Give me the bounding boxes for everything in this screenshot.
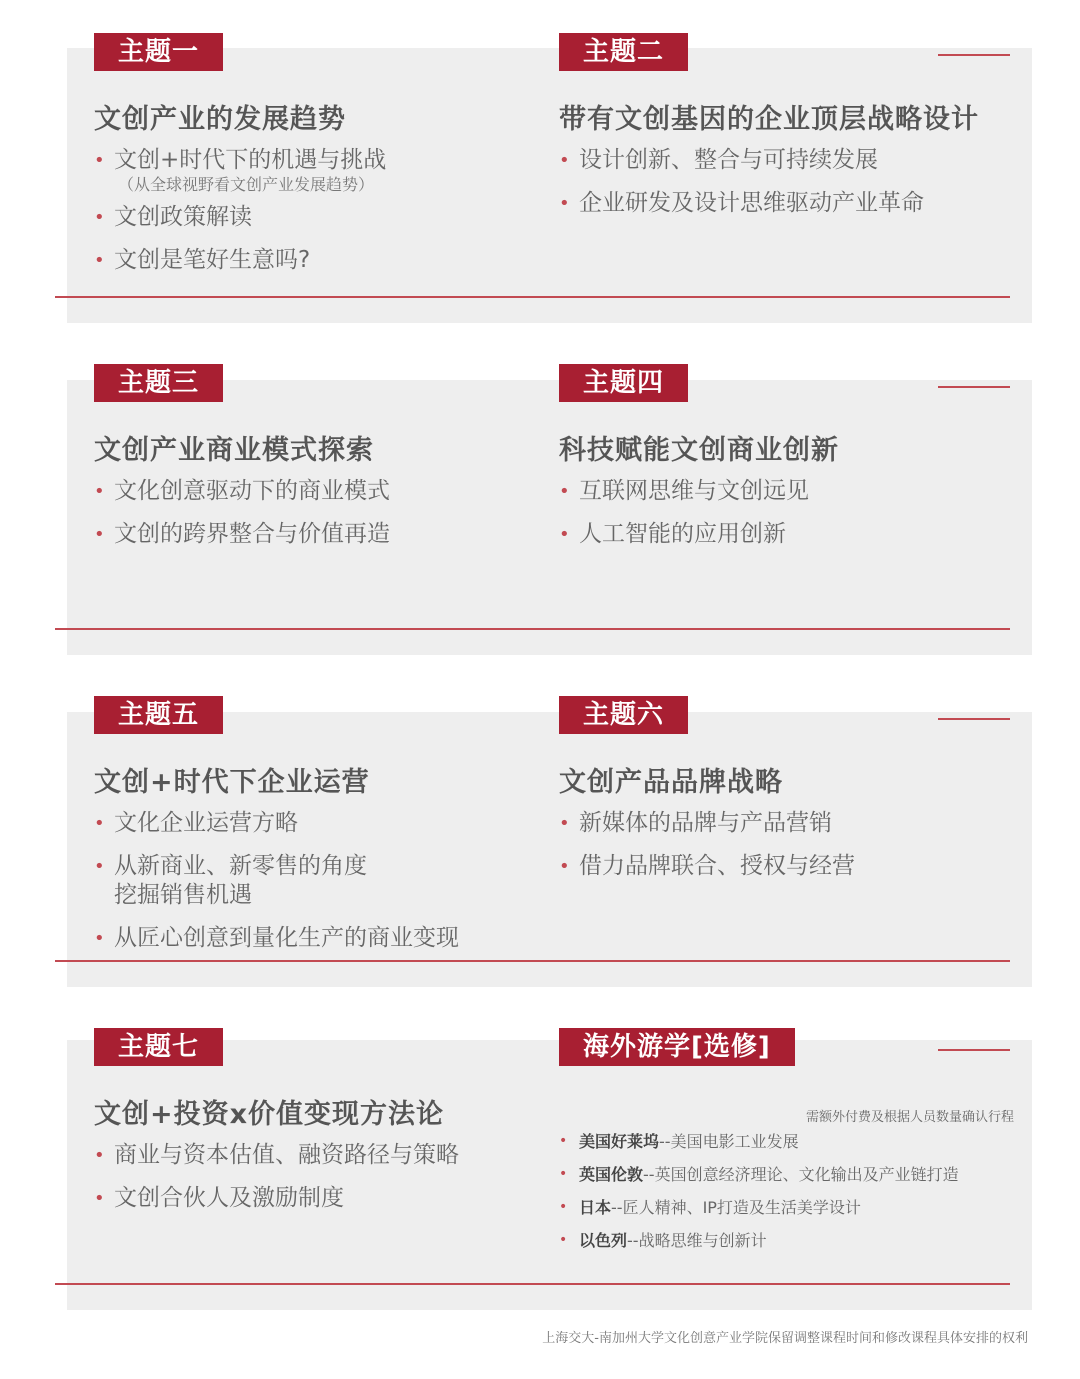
list-item (94, 809, 459, 838)
list-item (559, 146, 924, 175)
item-text: 从新商业、新零售的角度 (114, 853, 367, 879)
place-name: 美国好莱坞 (579, 1132, 660, 1151)
list-item (94, 203, 386, 232)
topic-items (559, 146, 924, 232)
item-text: 文创+时代下的机遇与挑战 (114, 147, 387, 173)
list-item (94, 924, 459, 953)
item-text: 企业研发及设计思维驱动产业革命 (579, 190, 924, 216)
bullet-icon: • (559, 1232, 568, 1248)
list-item (94, 520, 390, 549)
divider-line-4 (55, 1283, 1010, 1285)
topic-title: 文创+时代下企业运营 (94, 767, 370, 798)
accent-line-3 (938, 718, 1010, 720)
accent-line-4 (938, 1049, 1010, 1051)
bullet-icon: • (559, 150, 570, 171)
bullet-icon: • (559, 1166, 568, 1182)
place-name: 日本 (579, 1198, 612, 1217)
list-item (94, 146, 386, 195)
divider-line-2 (55, 628, 1010, 630)
bullet-icon: • (94, 150, 105, 171)
list-item (559, 809, 855, 838)
place-name: 以色列 (579, 1231, 628, 1250)
accent-line-1 (938, 54, 1010, 56)
footer-disclaimer: 上海交大-南加州大学文化创意产业学院保留调整课程时间和修改课程具体安排的权利 (542, 1331, 1028, 1346)
topic-title: 文创产品品牌战略 (559, 767, 783, 798)
accent-line-2 (938, 386, 1010, 388)
list-item (559, 520, 809, 549)
topic-tag: 主题六 (559, 696, 688, 734)
list-item (94, 1184, 459, 1213)
bullet-icon: • (94, 1145, 105, 1166)
bullet-icon: • (559, 193, 570, 214)
list-item (94, 1141, 459, 1170)
list-item (559, 189, 924, 218)
item-text: 文创是笔好生意吗? (114, 247, 311, 273)
item-text: 人工智能的应用创新 (579, 521, 786, 547)
overseas-note: 需额外付费及根据人员数量确认行程 (805, 1110, 1014, 1125)
divider-line-1 (55, 296, 1010, 298)
item-text: 商业与资本估值、融资路径与策略 (114, 1142, 459, 1168)
topic-tag: 主题五 (94, 696, 223, 734)
item-text: 文创的跨界整合与价值再造 (114, 521, 390, 547)
item-text: 文化创意驱动下的商业模式 (114, 478, 390, 504)
topic-tag: 主题四 (559, 364, 688, 402)
place-name: 英国伦敦 (579, 1165, 644, 1184)
topic-tag: 主题三 (94, 364, 223, 402)
list-item (559, 477, 809, 506)
item-text: 文创政策解读 (114, 204, 252, 230)
bullet-icon: • (94, 207, 105, 228)
list-item (559, 1198, 959, 1218)
topic-items (94, 809, 459, 967)
topic-tag: 主题二 (559, 33, 688, 71)
item-text: 互联网思维与文创远见 (579, 478, 809, 504)
bullet-icon: • (559, 1133, 568, 1149)
bullet-icon: • (94, 524, 105, 545)
item-text: 从匠心创意到量化生产的商业变现 (114, 925, 459, 951)
list-item (559, 1231, 959, 1251)
item-text: 文创合伙人及激励制度 (114, 1185, 344, 1211)
bullet-icon: • (94, 481, 105, 502)
list-item (559, 1132, 959, 1152)
topic-tag: 主题七 (94, 1028, 223, 1066)
bullet-icon: • (94, 1188, 105, 1209)
place-desc: --匠人精神、IP打造及生活美学设计 (611, 1198, 861, 1217)
item-subtext: （从全球视野看文创产业发展趋势） (118, 175, 375, 194)
bullet-icon: • (94, 813, 105, 834)
bullet-icon: • (559, 856, 570, 877)
item-text: 新媒体的品牌与产品营销 (579, 810, 832, 836)
place-desc: --美国电影工业发展 (659, 1132, 799, 1151)
bullet-icon: • (94, 856, 105, 877)
topic-items (559, 477, 809, 563)
bullet-icon: • (559, 524, 570, 545)
place-desc: --英国创意经济理论、文化输出及产业链打造 (643, 1165, 959, 1184)
topic-tag: 主题一 (94, 33, 223, 71)
topic-title: 文创+投资x价值变现方法论 (94, 1099, 445, 1130)
list-item (94, 477, 390, 506)
overseas-items (559, 1132, 959, 1264)
list-item (559, 852, 855, 881)
topic-items (94, 1141, 459, 1227)
topic-items (94, 146, 386, 289)
bullet-icon: • (94, 928, 105, 949)
list-item (559, 1165, 959, 1185)
bullet-icon: • (559, 1199, 568, 1215)
bullet-icon: • (94, 250, 105, 271)
list-item (94, 246, 386, 275)
bullet-icon: • (559, 813, 570, 834)
item-text: 设计创新、整合与可持续发展 (579, 147, 878, 173)
topic-title: 带有文创基因的企业顶层战略设计 (559, 104, 979, 135)
place-desc: --战略思维与创新计 (627, 1231, 767, 1250)
item-text: 文化企业运营方略 (114, 810, 298, 836)
topic-title: 文创产业商业模式探索 (94, 435, 374, 466)
list-item (94, 852, 459, 910)
topic-items (94, 477, 390, 563)
overseas-tag: 海外游学[选修] (559, 1028, 795, 1066)
item-text-line2: 挖掘销售机遇 (114, 882, 252, 908)
topic-title: 文创产业的发展趋势 (94, 104, 346, 135)
item-text: 借力品牌联合、授权与经营 (579, 853, 855, 879)
topic-items (559, 809, 855, 895)
topic-title: 科技赋能文创商业创新 (559, 435, 839, 466)
bullet-icon: • (559, 481, 570, 502)
